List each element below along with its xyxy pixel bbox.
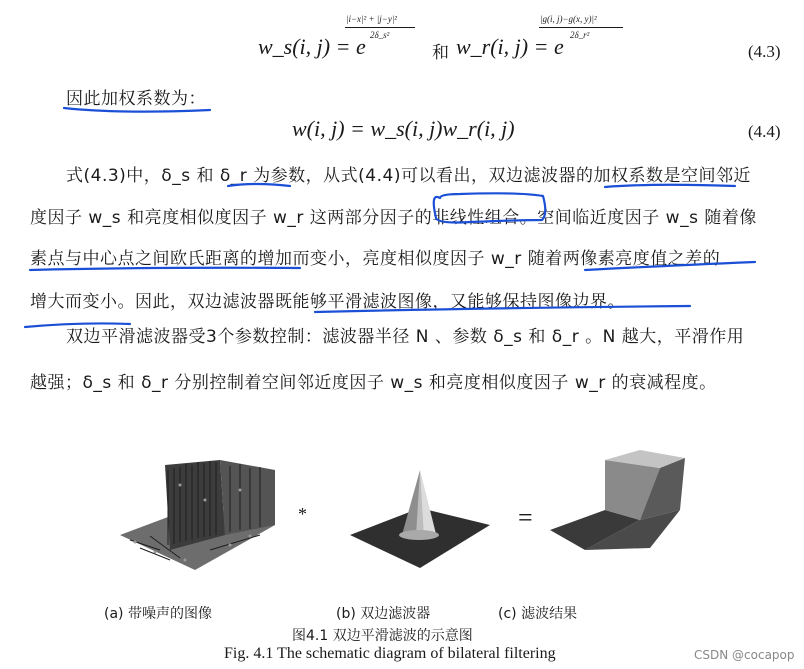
underline-intro [64,108,210,112]
equation-number-4-3: (4.3) [748,42,781,61]
caption-c: (c) 滤波结果 [498,606,578,622]
paragraph2-line2: 越强；δ_s 和 δ_r 分别控制着空间邻近度因子 w_s 和亮度相似度因子 w_r 的衰减程度。 [30,373,717,393]
paragraph1-line4: 增大而变小。因此，双边滤波器既能够平滑滤波图像，又能够保持图像边界。 [30,292,625,312]
equation-number-4-4: (4.4) [748,122,781,141]
paragraph2-line1: 双边平滑滤波器受3个参数控制：滤波器半径 N 、参数 δ_s 和 δ_r 。N 越大，平滑作用 [66,327,745,347]
paragraph1-line2: 度因子 w_s 和亮度相似度因子 w_r 这两部分因子的非线性组合。空间临近度因子 w_s 随着像 [30,208,757,228]
bilateral-filter-surface [350,470,490,568]
formula-connector: 和 [432,43,450,63]
formula-ws: w_s(i, j) = e [258,34,366,59]
formula-w: w(i, j) = w_s(i, j)w_r(i, j) [292,116,515,141]
figure-title-en: Fig. 4.1 The schematic diagram of bilateral filtering [224,645,556,662]
caption-a: (a) 带噪声的图像 [104,606,212,622]
underline-distance [30,268,300,270]
formula-ws-exponent-denominator: 2δ_s² [370,30,390,40]
caption-b: (b) 双边滤波器 [336,606,431,622]
watermark: CSDN @cocapop [694,648,795,662]
noisy-image-surface [120,460,275,570]
operator-equals: = [518,503,533,532]
paragraph1-line3: 素点与中心点之间欧氏距离的增加而变小，亮度相似度因子 w_r 随着两像素亮度值之差的 [30,249,721,269]
formula-ws-exponent-numerator: |i−x|² + |j−y|² [346,14,398,24]
underline-start [25,323,130,327]
operator-star: * [298,504,307,524]
underline-params [228,184,290,186]
formula-wr: w_r(i, j) = e [456,34,564,59]
formula-wr-exponent-denominator: 2δ_r² [570,30,590,40]
circle-nonlinear [434,193,546,222]
figure-title-cn: 图4.1 双边平滑滤波的示意图 [292,628,473,644]
underline-brightness [585,262,755,270]
underline-weights [605,185,735,187]
intro-line: 因此加权系数为： [66,89,206,109]
filtered-result-surface [550,450,685,550]
figure-illustration [110,440,710,600]
paragraph1-line1: 式(4.3)中，δ_s 和 δ_r 为参数，从式(4.4)可以看出，双边滤波器的加权系数是空间邻近 [66,166,751,186]
underline-conclusion [315,306,690,312]
formula-wr-exponent-numerator: |g(i, j)−g(x, y)|² [540,14,597,24]
